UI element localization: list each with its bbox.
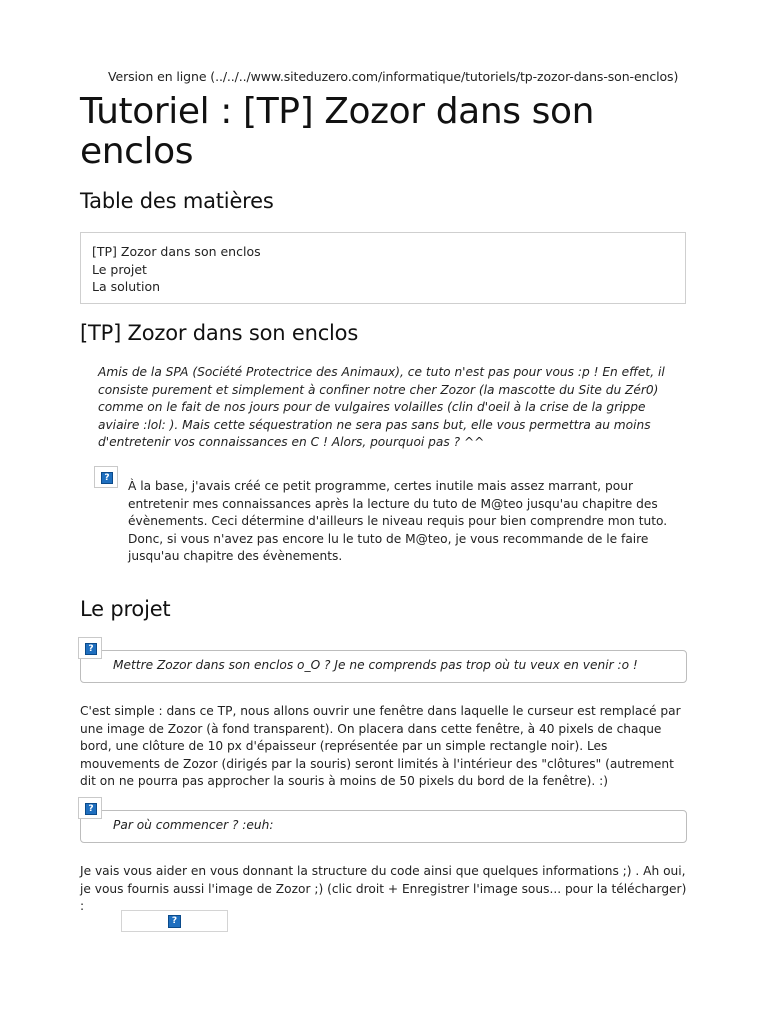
project-paragraph: C'est simple : dans ce TP, nous allons ouvrir une fenêtre dans laquelle le curseur est remplacé par une image de Zozor (à fond transparent). On placera dans cette fenêtre, à 40 pixels de chaque bord, une clôture de 10 px d'épaisseur (représentée par un simple rectangle noir). Les mouvements de Zozor (dirigés par la souris) seront limités à l'intérieur des "clôtures" (autrement dit on ne pourra pas approcher la souris à moins de 50 pixels du bord de la fenêtre). :) (80, 704, 681, 788)
question-text-1: Mettre Zozor dans son enclos o_O ? Je ne comprends pas trop où tu veux en venir :o ! (113, 658, 638, 672)
question-box-1 (80, 650, 687, 683)
toc-item-tp[interactable]: [TP] Zozor dans son enclos (92, 244, 261, 259)
broken-image-icon (78, 637, 102, 659)
table-of-contents (80, 232, 686, 304)
question-box-2 (80, 810, 687, 843)
question-mark-icon: ? (85, 803, 97, 815)
intro-text: Amis de la SPA (Société Protectrice des Animaux), ce tuto n'est pas pour vous :p ! En effet, il consiste purement et simplement à confiner notre cher Zozor (la mascotte du Site du Zér0) comme on le fait de nos jours pour de vulgaires volailles (clin d'oeil à la crise de la grippe aviaire :lol: ). Mais cette séquestration ne sera pas sans but, elle vous permettra au moins d'entretenir vos connaissances en C ! Alors, pourquoi pas ? ^^ (98, 365, 665, 449)
question-mark-icon: ? (101, 472, 113, 484)
broken-image-icon (78, 797, 102, 819)
broken-image-icon (94, 466, 118, 488)
question-mark-icon: ? (85, 643, 97, 655)
section-heading-tp: [TP] Zozor dans son enclos (80, 321, 359, 345)
toc-heading: Table des matières (80, 189, 274, 213)
question-mark-icon: ? (168, 915, 181, 928)
question-text-2: Par où commencer ? :euh: (113, 818, 274, 832)
zozor-image-placeholder[interactable] (121, 910, 228, 932)
toc-item-projet[interactable]: Le projet (92, 261, 147, 277)
page-title: Tutoriel : [TP] Zozor dans son enclos (80, 91, 595, 172)
online-version-link[interactable]: Version en ligne (../../../www.siteduzero.com/informatique/tutoriels/tp-zozor-dans-son-enclos) (108, 69, 679, 84)
section-heading-projet: Le projet (80, 597, 171, 621)
intro-paragraph: À la base, j'avais créé ce petit programme, certes inutile mais assez marrant, pour entretenir mes connaissances après la lecture du tuto de M@teo jusqu'au chapitre des évènements. Ceci détermine d'ailleurs le niveau requis pour bien comprendre mon tuto. Donc, si vous n'avez pas encore lu le tuto de M@teo, je vous recommande de le faire jusqu'au chapitre des évènements. (128, 479, 668, 563)
toc-item-solution[interactable]: La solution (92, 279, 161, 294)
help-paragraph: Je vais vous aider en vous donnant la structure du code ainsi que quelques informations ;) . Ah oui, je vous fournis aussi l'image de Zozor ;) (clic droit + Enregistrer l'image sous... pour la télécharger) : (80, 864, 687, 913)
